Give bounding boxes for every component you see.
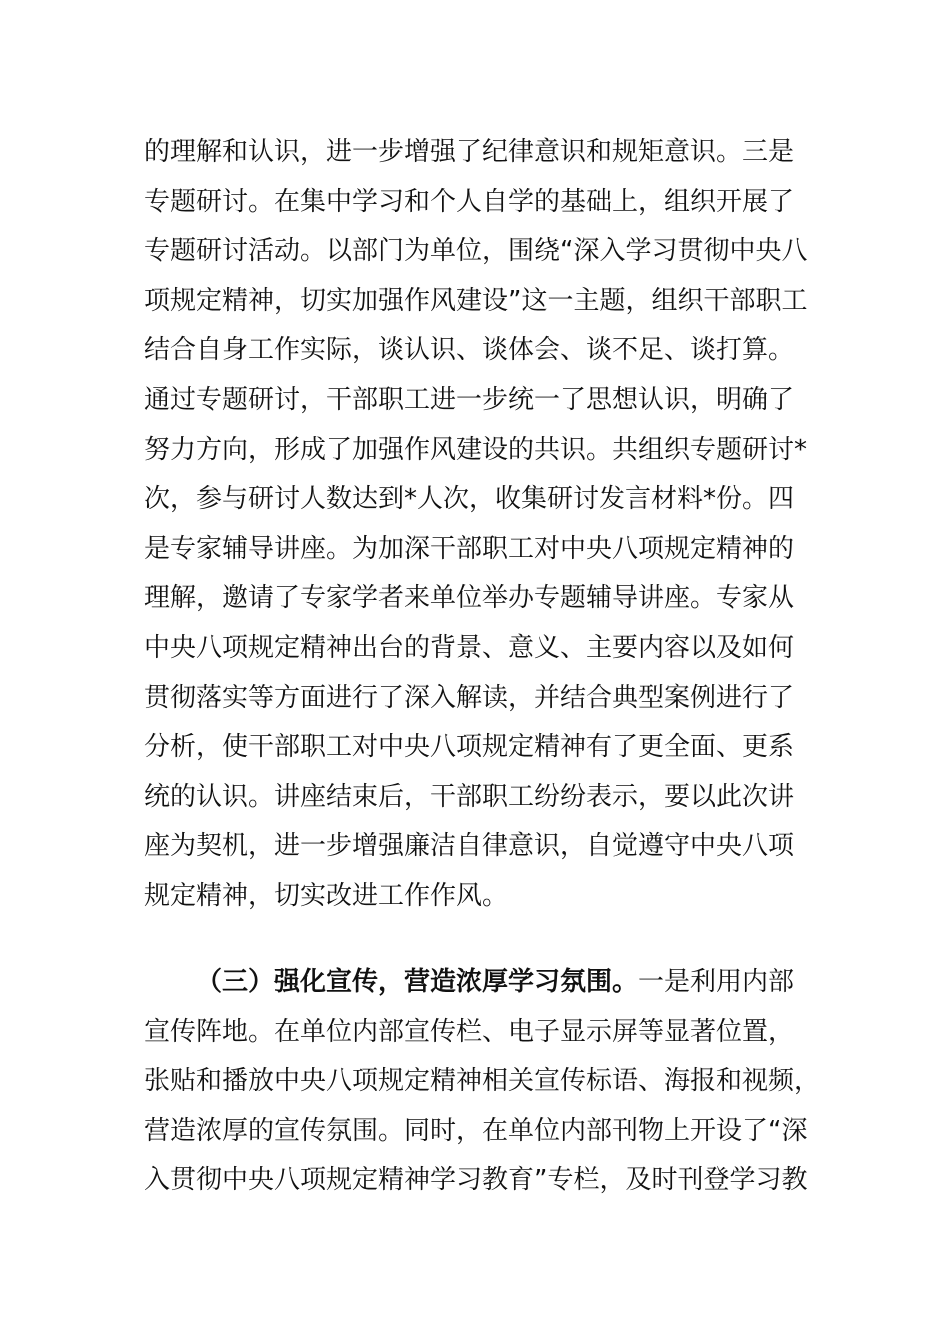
- paragraph-line: 努力方向，形成了加强作风建设的共识。共组织专题研讨*: [144, 434, 808, 465]
- paragraph-line: 专题研讨活动。以部门为单位，围绕“深入学习贯彻中央八: [144, 236, 808, 267]
- paragraph-line: 规定精神，切实改进工作作风。: [144, 880, 509, 911]
- paragraph-line: 结合自身工作实际，谈认识、谈体会、谈不足、谈打算。: [144, 335, 795, 366]
- paragraph-line: 张贴和播放中央八项规定精神相关宣传标语、海报和视频，: [144, 1066, 821, 1097]
- section-heading: （三）强化宣传，营造浓厚学习氛围。: [196, 967, 639, 997]
- paragraph-line: 贯彻落实等方面进行了深入解读，并结合典型案例进行了: [144, 682, 795, 713]
- paragraph-line: 通过专题研讨，干部职工进一步统一了思想认识，明确了: [144, 384, 795, 415]
- paragraph-line: 是专家辅导讲座。为加深干部职工对中央八项规定精神的: [144, 533, 795, 564]
- paragraph-line: 理解，邀请了专家学者来单位举办专题辅导讲座。专家从: [144, 583, 795, 614]
- body-paragraph-1: [144, 128, 814, 922]
- paragraph-line: 宣传阵地。在单位内部宣传栏、电子显示屏等显著位置，: [144, 1016, 795, 1047]
- paragraph-line: 座为契机，进一步增强廉洁自律意识，自觉遵守中央八项: [144, 831, 795, 862]
- paragraph-line: 次，参与研讨人数达到*人次，收集研讨发言材料*份。四: [144, 484, 795, 515]
- paragraph-line: 的理解和认识，进一步增强了纪律意识和规矩意识。三是: [144, 137, 795, 167]
- paragraph-line: 项规定精神，切实加强作风建设”这一主题，组织干部职工: [144, 285, 808, 316]
- body-paragraph-2: [144, 958, 821, 1206]
- paragraph-line: 入贯彻中央八项规定精神学习教育”专栏，及时刊登学习教: [144, 1165, 808, 1196]
- paragraph-line: 分析，使干部职工对中央八项规定精神有了更全面、更系: [144, 732, 795, 763]
- paragraph-first-line: [144, 958, 814, 1008]
- paragraph-line: 中央八项规定精神出台的背景、意义、主要内容以及如何: [144, 632, 795, 663]
- heading-continuation: 一是利用内部: [638, 967, 795, 997]
- paragraph-line: 专题研讨。在集中学习和个人自学的基础上，组织开展了: [144, 186, 795, 217]
- paragraph-line: 统的认识。讲座结束后，干部职工纷纷表示，要以此次讲: [144, 781, 795, 812]
- paragraph-line: 营造浓厚的宣传氛围。同时，在单位内部刊物上开设了“深: [144, 1115, 808, 1146]
